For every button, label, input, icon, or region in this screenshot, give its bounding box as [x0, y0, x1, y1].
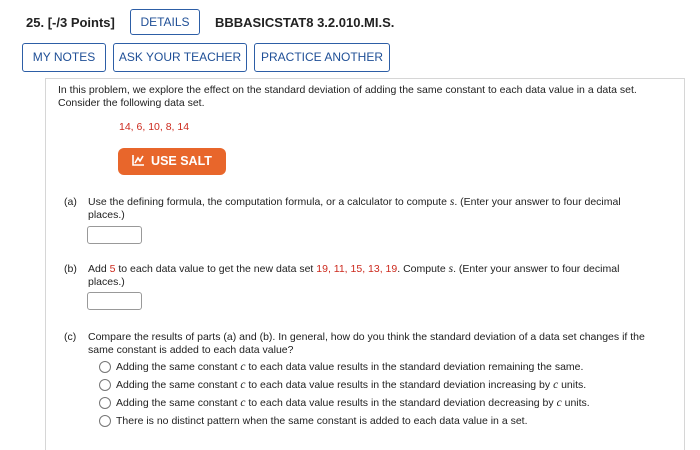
part-c-option-3[interactable] [116, 397, 590, 410]
option-2-text-post2: units. [558, 379, 587, 391]
option-2-text-pre: Adding the same constant [116, 379, 241, 391]
part-a-answer-input[interactable] [87, 226, 142, 244]
option-2-var: c [240, 379, 246, 391]
part-a-label: (a) [64, 196, 77, 208]
part-b-text-post: . (Enter your answer to four decimal [453, 263, 620, 275]
option-3-text-post2: units. [561, 397, 590, 409]
problem-intro-line2: Consider the following data set. [58, 97, 205, 109]
details-button[interactable]: DETAILS [130, 9, 200, 35]
data-set: 14, 6, 10, 8, 14 [119, 121, 190, 133]
part-c-label: (c) [64, 331, 77, 343]
part-b-constant: 5 [109, 263, 116, 275]
my-notes-button[interactable]: MY NOTES [22, 43, 106, 72]
part-c-question-line2: same constant is added to each data value? [88, 344, 294, 356]
part-b-text-pre: Add [88, 263, 110, 275]
part-b-new-data-set: 19, 11, 15, 13, 19 [316, 263, 398, 275]
part-a-question-line2: places.) [88, 209, 125, 221]
part-c-option-1[interactable] [116, 361, 583, 374]
question-code: BBBASICSTAT8 3.2.010.MI.S. [215, 15, 395, 30]
option-2-var2: c [553, 379, 559, 391]
part-b-question-line2: places.) [88, 276, 125, 288]
action-bar [0, 40, 700, 80]
part-c-option-2[interactable] [116, 379, 586, 392]
part-a-text-post: . (Enter your answer to four decimal [454, 196, 621, 208]
part-c-question-line1: Compare the results of parts (a) and (b). In general, how do you think the standard deviation of a data set changes if the [88, 331, 645, 343]
question-header [0, 0, 700, 40]
part-c-option-1-radio[interactable] [99, 361, 111, 373]
option-3-text-post: to each data value results in the standard deviation decreasing by [245, 397, 557, 409]
part-c-option-2-radio[interactable] [99, 379, 111, 391]
option-3-var: c [240, 397, 246, 409]
salt-chart-icon [132, 154, 145, 169]
part-b-text-mid: to each data value to get the new data set [115, 263, 317, 275]
part-b-question [88, 263, 619, 276]
ask-teacher-button[interactable]: ASK YOUR TEACHER [113, 43, 247, 72]
option-2-text-post: to each data value results in the standard deviation increasing by [245, 379, 554, 391]
part-a-var: s [449, 196, 455, 208]
problem-intro-line1: In this problem, we explore the effect on the standard deviation of adding the same constant to each data value in a data set. [58, 84, 637, 96]
question-number: 25. [26, 15, 45, 30]
part-b-answer-input[interactable] [87, 292, 142, 310]
part-b-label: (b) [64, 263, 77, 275]
practice-another-button[interactable]: PRACTICE ANOTHER [254, 43, 390, 72]
part-a-text-pre: Use the defining formula, the computation formula, or a calculator to compute [88, 196, 450, 208]
part-b-var: s [448, 263, 454, 275]
part-c-option-4[interactable] [116, 415, 528, 428]
option-1-text-pre: Adding the same constant [116, 361, 241, 373]
question-number-points [26, 15, 115, 30]
option-1-text-post: to each data value results in the standard deviation remaining the same. [245, 361, 584, 373]
part-a-question [88, 196, 621, 209]
option-3-var2: c [556, 397, 562, 409]
question-points: [-/3 Points] [47, 15, 115, 30]
part-b-text-post-pre: . Compute [397, 263, 449, 275]
option-4-text: There is no distinct pattern when the same constant is added to each data value in a set. [116, 415, 528, 427]
use-salt-button[interactable] [118, 148, 226, 175]
option-3-text-pre: Adding the same constant [116, 397, 241, 409]
part-c-option-4-radio[interactable] [99, 415, 111, 427]
use-salt-label: USE SALT [151, 153, 212, 168]
option-1-var: c [240, 361, 246, 373]
part-c-option-3-radio[interactable] [99, 397, 111, 409]
